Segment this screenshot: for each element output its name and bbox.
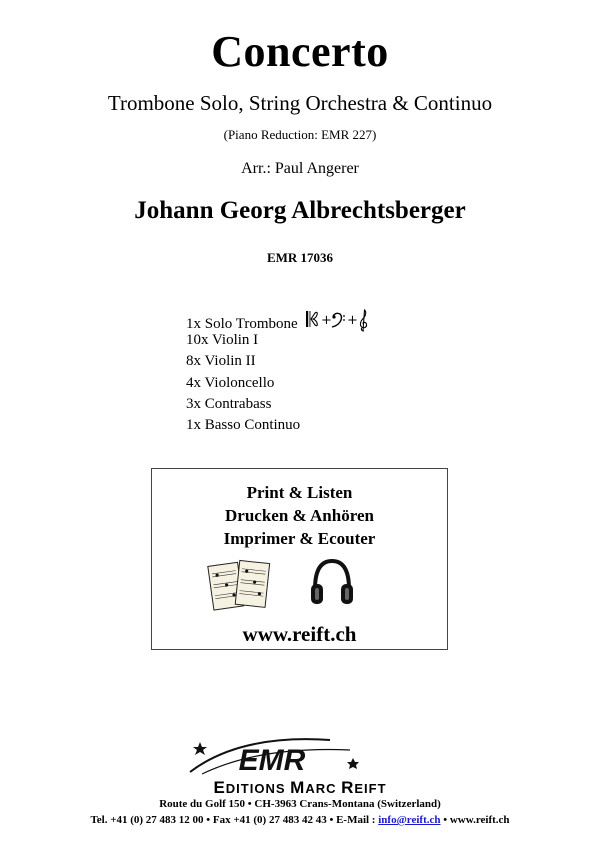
clef-separator: + bbox=[347, 313, 359, 328]
instrument-item: 8x Violin II bbox=[186, 353, 256, 370]
contact-website: • www.reift.ch bbox=[440, 814, 510, 826]
email-link[interactable]: info@reift.ch bbox=[378, 814, 441, 826]
tenor-clef-icon bbox=[306, 311, 317, 327]
instrument-item: 3x Contrabass bbox=[186, 395, 272, 412]
promo-line-print-listen: Print & Listen bbox=[246, 483, 353, 502]
subtitle: Trombone Solo, String Orchestra & Continuo bbox=[107, 91, 493, 115]
arranger: Arr.: Paul Angerer bbox=[241, 160, 359, 177]
headphones-icon bbox=[310, 557, 354, 609]
instrument-item: 10x Violin I bbox=[186, 332, 259, 349]
publisher-name-part: M bbox=[290, 778, 306, 797]
promo-line-drucken: Drucken & Anhören bbox=[225, 506, 374, 525]
print-listen-box bbox=[151, 468, 448, 650]
title: Concerto bbox=[211, 27, 389, 76]
clef-separator: + bbox=[321, 313, 333, 328]
publisher-address: Route du Golf 150 • CH-3963 Crans-Montana (Switzerland) bbox=[159, 798, 441, 810]
publisher-name-part: E bbox=[213, 778, 226, 797]
clef-icons bbox=[305, 309, 373, 340]
emr-logo bbox=[180, 732, 360, 778]
treble-clef-icon bbox=[361, 310, 367, 331]
publisher-name-part: ARC bbox=[305, 781, 342, 796]
bass-clef-icon bbox=[332, 313, 345, 327]
publisher-name-part: R bbox=[341, 778, 355, 797]
publisher-name-part: DITIONS bbox=[225, 781, 291, 796]
contact-phone-fax: Tel. +41 (0) 27 483 12 00 • Fax +41 (0) 27 483 42 43 • E-Mail : bbox=[90, 814, 379, 826]
publisher-name-part: EIFT bbox=[354, 781, 387, 796]
catalog-number: EMR 17036 bbox=[266, 250, 334, 265]
promo-url[interactable]: www.reift.ch bbox=[242, 622, 357, 646]
instrumentation-list bbox=[186, 309, 373, 436]
publisher-contact bbox=[0, 814, 600, 826]
sheet-music-icon bbox=[207, 558, 275, 614]
promo-line-imprimer: Imprimer & Ecouter bbox=[223, 529, 376, 548]
composer: Johann Georg Albrechtsberger bbox=[134, 197, 466, 224]
logo-text: EMR bbox=[238, 744, 306, 777]
publisher-name bbox=[0, 778, 600, 798]
instrument-label: 1x Solo Trombone bbox=[186, 316, 298, 333]
piano-reduction-note: (Piano Reduction: EMR 227) bbox=[223, 127, 377, 142]
instrument-item bbox=[186, 309, 373, 333]
instrument-item: 1x Basso Continuo bbox=[186, 416, 301, 433]
instrument-item: 4x Violoncello bbox=[186, 374, 275, 391]
